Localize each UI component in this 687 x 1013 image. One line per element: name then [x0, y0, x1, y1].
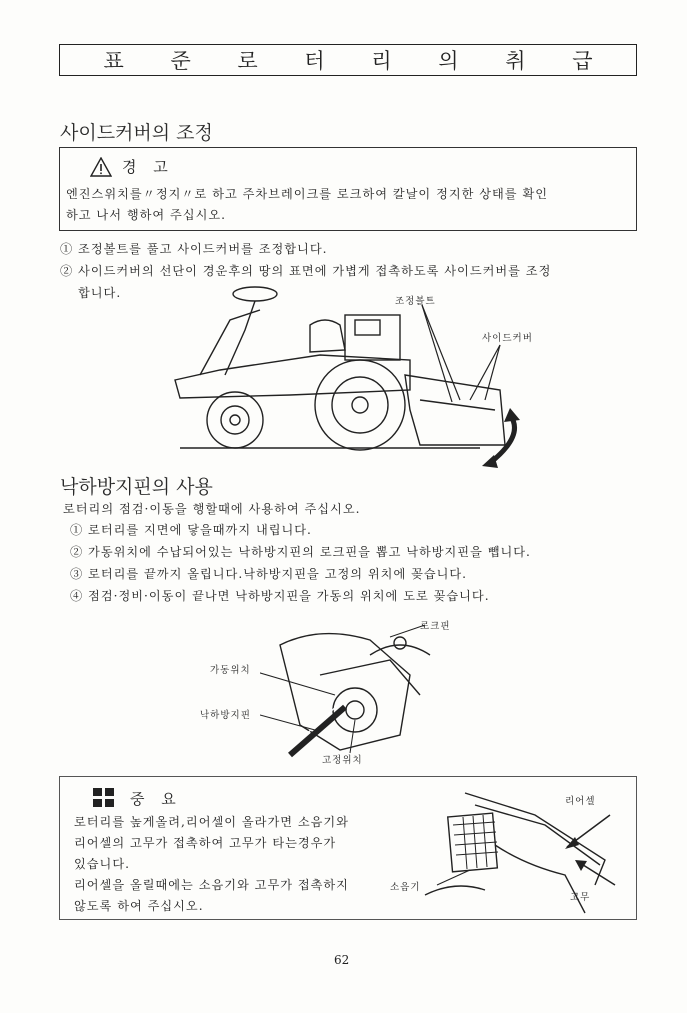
- label-drop-prevention-pin: 낙하방지핀: [200, 710, 251, 721]
- important-line-1: 로터리를 높게올려,리어셀이 올라가면 소음기와: [74, 815, 349, 829]
- section1-step-2: ② 사이드커버의 선단이 경운후의 땅의 표면에 가볍게 접촉하도록 사이드커버를 조정: [60, 264, 552, 278]
- label-adjust-bolt: 조정볼트: [395, 296, 436, 307]
- label-rear-cell: 리어셀: [565, 796, 596, 807]
- page-title: 표 준 로 터 리 의 취 급: [103, 49, 613, 73]
- section2-heading: 낙하방지핀의 사용: [60, 476, 213, 498]
- warning-header: [90, 156, 174, 177]
- important-line-2: 리어셀의 고무가 접촉하여 고무가 타는경우가: [74, 836, 337, 850]
- label-lock-pin: 로크핀: [420, 621, 451, 632]
- label-muffler: 소음기: [390, 882, 421, 893]
- important-label: 중 요: [130, 789, 182, 808]
- label-fixed-position: 고정위치: [322, 755, 363, 766]
- section1-heading: 사이드커버의 조정: [60, 122, 213, 144]
- label-rubber: 고무: [570, 892, 591, 903]
- page-number: 62: [334, 953, 350, 967]
- warning-text-1: 엔진스위치를〃정지〃로 하고 주차브레이크를 로크하여 칼날이 정지한 상태를 확인: [66, 187, 549, 201]
- important-line-5: 않도록 하여 주십시오.: [74, 899, 204, 913]
- warning-box: [59, 147, 637, 231]
- warning-text-2: 하고 나서 행하여 주십시오.: [66, 208, 227, 222]
- warning-label: 경 고: [122, 158, 174, 176]
- rear-cell-illustration: [415, 785, 630, 915]
- section2-step-2: ② 가동위치에 수납되어있는 낙하방지핀의 로크핀을 뽑고 낙하방지핀을 뺍니다.: [70, 545, 531, 559]
- important-line-3: 있습니다.: [74, 857, 130, 871]
- label-movable-position: 가동위치: [210, 665, 251, 676]
- section2-step-4: ④ 점검·정비·이동이 끝나면 낙하방지핀을 가동의 위치에 도로 꽂습니다.: [70, 589, 490, 603]
- page-title-box: [59, 44, 637, 76]
- section1-step-2-cont: 합니다.: [78, 286, 122, 300]
- section2-step-3: ③ 로터리를 끝까지 올립니다.낙하방지핀을 고정의 위치에 꽂습니다.: [70, 567, 468, 581]
- important-squares-icon: [92, 787, 116, 809]
- important-box: [59, 776, 637, 920]
- section2-step-1: ① 로터리를 지면에 닿을때까지 내립니다.: [70, 523, 312, 537]
- label-side-cover: 사이드커버: [482, 333, 533, 344]
- section2-intro: 로터리의 점검·이동을 행할때에 사용하여 주십시오.: [63, 502, 361, 516]
- drop-prevention-pin-illustration: [260, 615, 460, 765]
- section1-step-1: ① 조정볼트를 풀고 사이드커버를 조정합니다.: [60, 242, 328, 256]
- important-header: [92, 787, 182, 809]
- tractor-illustration: [160, 280, 540, 470]
- important-line-4: 리어셀을 올릴때에는 소음기와 고무가 접촉하지: [74, 878, 349, 892]
- warning-triangle-icon: [90, 157, 112, 177]
